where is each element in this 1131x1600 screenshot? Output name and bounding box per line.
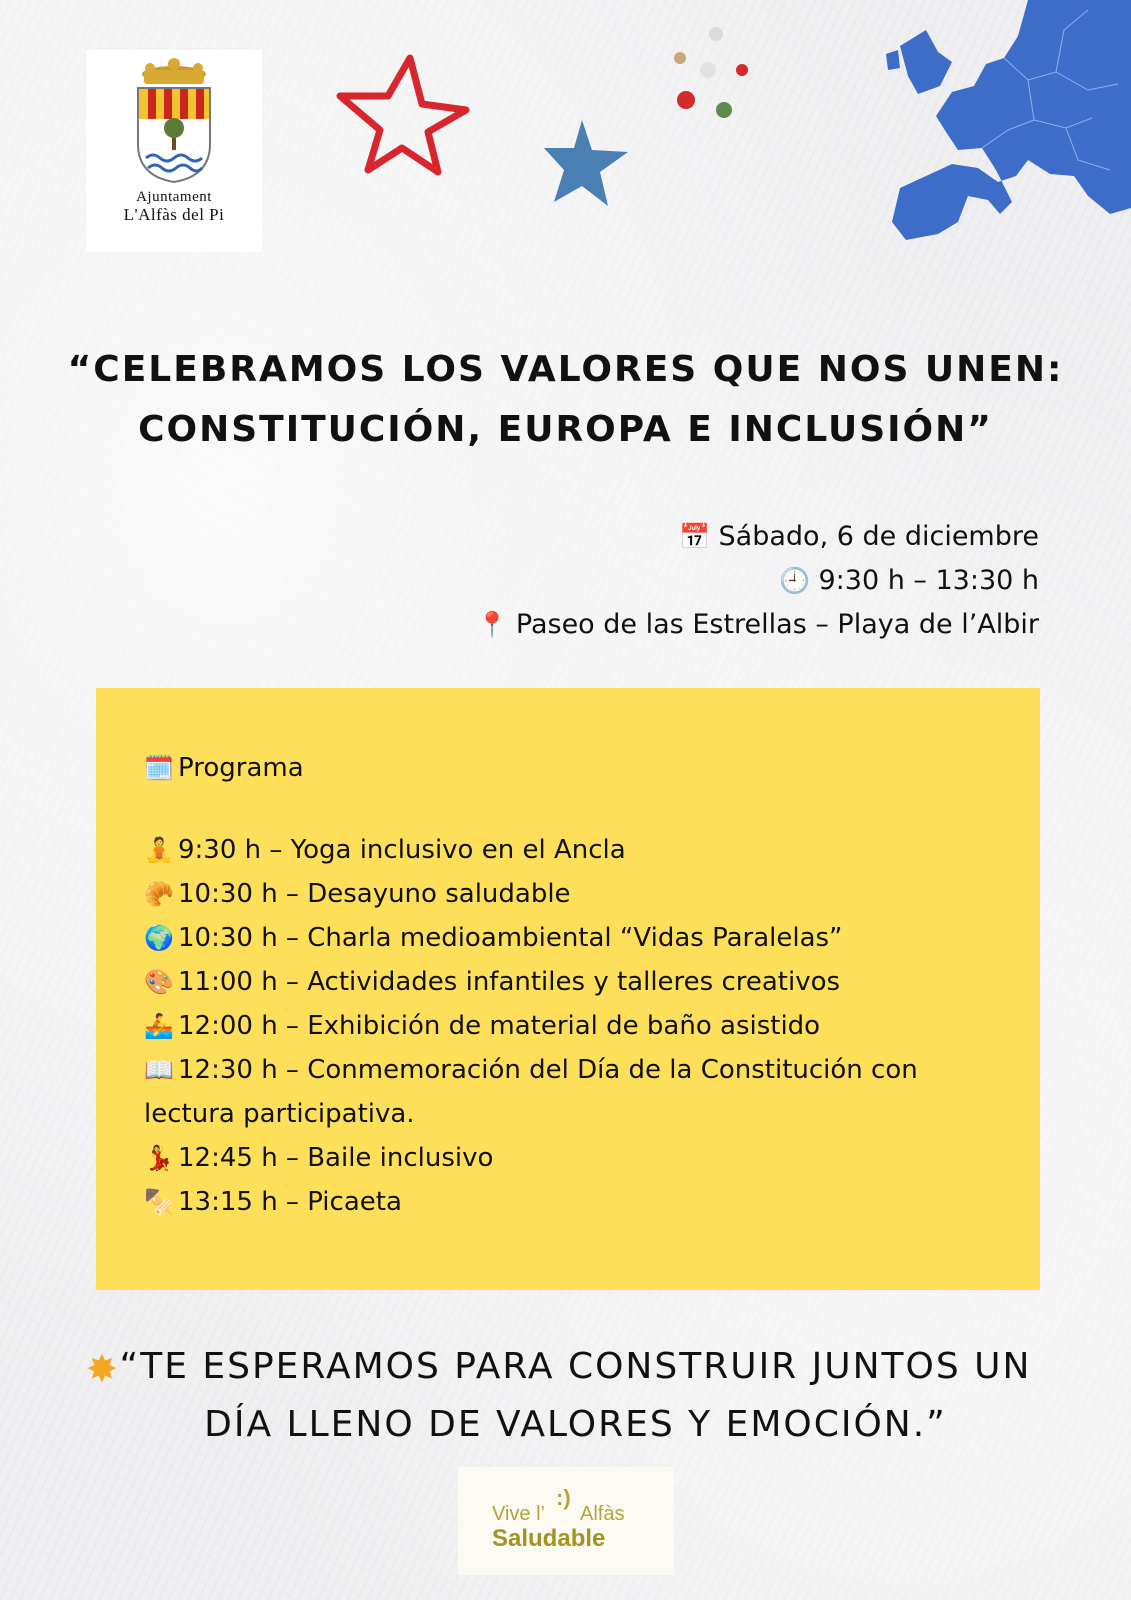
program-item-text: 11:00 h – Actividades infantiles y talleres creativos — [178, 967, 841, 997]
calendar-pad-icon: 🗓️ — [144, 754, 174, 782]
logo-line-1: Ajuntament — [136, 189, 212, 205]
location-pin-icon: 📍 — [476, 610, 508, 639]
red-star-outline-icon — [334, 52, 470, 176]
program-item — [144, 960, 1000, 1004]
footer-logo-text-2: Alfàs — [580, 1503, 625, 1525]
smile-mark-icon: :) — [556, 1485, 571, 1510]
program-box — [96, 688, 1040, 1290]
vive-lalfas-saludable-logo — [458, 1467, 674, 1575]
program-item-text: 12:00 h – Exhibición de material de baño asistido — [178, 1011, 821, 1041]
program-item — [144, 1048, 1000, 1136]
event-time — [474, 559, 1039, 603]
rowboat-icon: 🚣 — [144, 1012, 174, 1040]
clock-icon: 🕘 — [779, 566, 811, 595]
croissant-icon: 🥐 — [144, 880, 174, 908]
program-item-text: 12:45 h – Baile inclusivo — [178, 1143, 494, 1173]
program-item — [144, 828, 1000, 872]
program-item-text: 12:30 h – Conmemoración del Día de la Constitución con lectura participativa. — [144, 1055, 918, 1129]
footer-logo-text-3: Saludable — [492, 1525, 606, 1552]
coat-of-arms-icon — [130, 58, 218, 186]
calendar-icon: 📅 — [679, 522, 711, 551]
event-time-text: 9:30 h – 13:30 h — [818, 565, 1039, 596]
program-title: Programa — [178, 753, 304, 783]
program-item — [144, 1136, 1000, 1180]
europe-map-icon — [878, 0, 1131, 242]
logo-line-2: L'Alfàs del Pi — [123, 205, 225, 224]
footer-logo-text-1: Vive l’ — [492, 1503, 545, 1525]
program-item — [144, 1004, 1000, 1048]
skewer-icon: 🍢 — [144, 1188, 174, 1216]
program-item-text: 13:15 h – Picaeta — [178, 1187, 402, 1217]
event-date — [474, 515, 1039, 559]
program-item — [144, 916, 1000, 960]
blue-star-icon — [542, 118, 630, 208]
palette-icon: 🎨 — [144, 968, 174, 996]
program-heading — [144, 746, 1000, 790]
program-item — [144, 872, 1000, 916]
confetti-dots-icon — [668, 22, 758, 122]
globe-icon: 🌍 — [144, 924, 174, 952]
closing-message — [80, 1338, 1071, 1454]
event-details — [474, 515, 1039, 647]
closing-line-1: “TE ESPERAMOS PARA CONSTRUIR JUNTOS UN — [119, 1346, 1032, 1387]
yoga-icon: 🧘 — [144, 836, 174, 864]
title-line-1: “CELEBRAMOS LOS VALORES QUE NOS UNEN: — [67, 349, 1064, 390]
dancer-icon: 💃 — [144, 1144, 174, 1172]
event-place — [474, 603, 1039, 647]
program-item — [144, 1180, 1000, 1224]
sparkle-star-icon: ✸ — [86, 1347, 120, 1391]
event-place-text: Paseo de las Estrellas – Playa de l’Albir — [515, 609, 1039, 640]
closing-line-2: DÍA LLENO DE VALORES Y EMOCIÓN.” — [204, 1404, 947, 1445]
program-item-text: 10:30 h – Desayuno saludable — [178, 879, 571, 909]
municipal-logo — [86, 50, 262, 252]
open-book-icon: 📖 — [144, 1056, 174, 1084]
event-date-text: Sábado, 6 de diciembre — [718, 521, 1039, 552]
program-item-text: 10:30 h – Charla medioambiental “Vidas Paralelas” — [178, 923, 843, 953]
program-item-text: 9:30 h – Yoga inclusivo en el Ancla — [178, 835, 626, 865]
title-line-2: CONSTITUCIÓN, EUROPA E INCLUSIÓN” — [138, 409, 993, 450]
event-title — [40, 340, 1091, 460]
